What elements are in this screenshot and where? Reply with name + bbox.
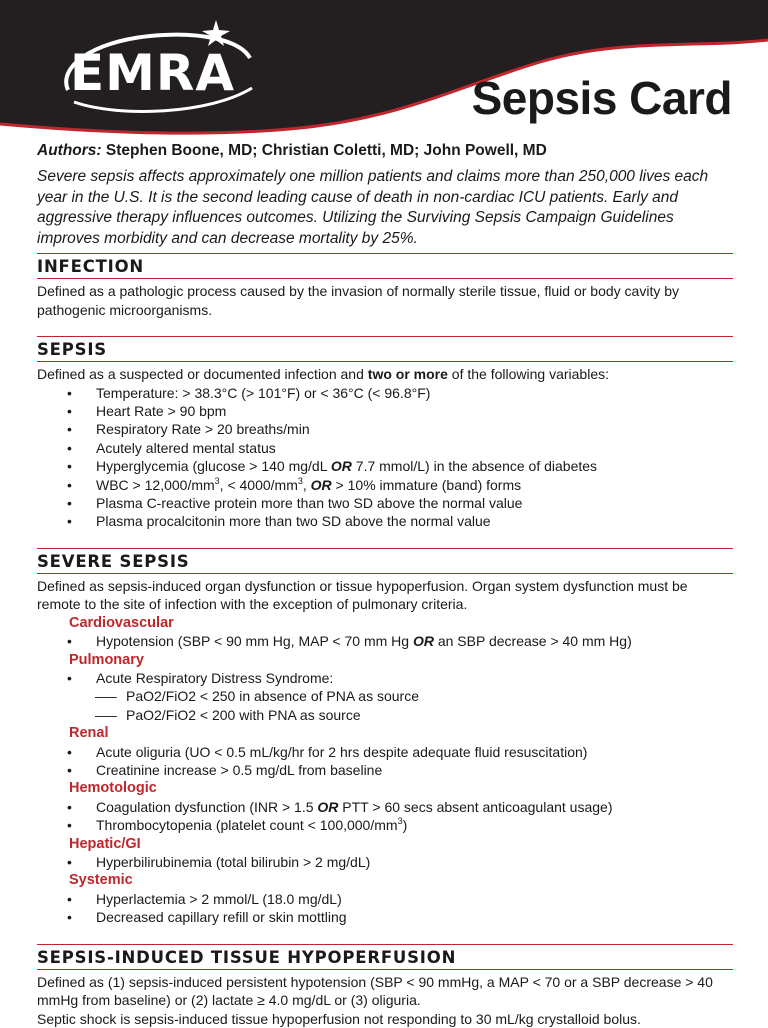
sepsis-def-emphasis: two or more: [367, 366, 448, 382]
logo-wordmark: EMRA: [70, 44, 236, 102]
emra-logo: [60, 18, 260, 118]
list-item: • Temperature: > 38.3°C (> 101°F) or < 36°C (< 96.8°F): [67, 384, 431, 401]
hypoperfusion-heading: SEPSIS-INDUCED TISSUE HYPOPERFUSION: [37, 944, 733, 970]
systemic-list: [37, 890, 733, 927]
sepsis-def-text: Defined as a suspected or documented infection and: [37, 366, 368, 382]
severe-sepsis-section: [37, 548, 733, 927]
sepsis-criteria-list: [37, 384, 733, 531]
hypoperfusion-definition: Defined as (1) sepsis-induced persistent hypotension (SBP < 90 mmHg, a MAP < 70 or a SBP decrease > 40 mmHg from baseline) or (2) lactate ≥ 4.0 mg/dL or (3) oliguria.: [37, 973, 713, 1009]
list-item: • Thrombocytopenia (platelet count < $100,000/mm^3$): [67, 816, 408, 834]
list-item: • Respiratory Rate > 20 breaths/min: [67, 421, 310, 438]
sepsis-heading: SEPSIS: [37, 336, 733, 362]
header-banner: [0, 0, 768, 150]
list-item: • Decreased capillary refill or skin mottling: [67, 909, 347, 926]
sepsis-def-text-end: of the following variables:: [447, 366, 609, 382]
subhead-hepatic-gi: Hepatic/GI: [69, 835, 141, 852]
renal-list: [37, 743, 733, 780]
hepatic-list: [37, 853, 733, 871]
list-item: • Hypotension (SBP < 90 mm Hg, MAP < 70 mm Hg OR an SBP decrease > 40 mm Hg): [67, 633, 632, 650]
authors-names: Stephen Boone, MD; Christian Coletti, MD; John Powell, MD: [105, 142, 547, 159]
list-item: • Creatinine increase > 0.5 mg/dL from baseline: [67, 762, 383, 778]
list-item: • Heart Rate > 90 bpm: [67, 402, 227, 419]
authors-label: Authors:: [37, 142, 102, 159]
infection-definition: Defined as a pathologic process caused by the invasion of normally sterile tissue, fluid or body cavity by pathogenic microorganisms.: [37, 283, 680, 318]
authors-line: [37, 141, 733, 161]
hemotologic-list: [37, 798, 733, 835]
pulmonary-list: [37, 669, 733, 687]
infection-heading: INFECTION: [37, 253, 733, 279]
card-content: [37, 141, 733, 1028]
list-item: • Acutely altered mental status: [67, 439, 276, 456]
hypoperfusion-section: [37, 944, 733, 1028]
septic-shock-definition: Septic shock is sepsis-induced tissue hypoperfusion not responding to 30 mL/kg crystalloid bolus.: [37, 1010, 641, 1027]
severe-sepsis-heading: SEVERE SEPSIS: [37, 548, 733, 574]
list-item: • WBC > $12,000/mm^3$, < $4000/mm^3$, OR > 10% immature (band) forms: [67, 475, 522, 493]
sepsis-section: [37, 336, 733, 531]
subhead-renal: Renal: [69, 725, 109, 742]
subhead-systemic: Systemic: [69, 872, 133, 889]
intro-paragraph: Severe sepsis affects approximately one million patients and claims more than 250,000 lives each year in the U.S. It is the second leading cause of death in non-cardiac ICU patients. Early and aggressive therapy influences outcomes. Utilizing the Surviving Sepsis Campaign Guidelines improves morbidity and can decrease mortality by 25%.: [37, 168, 709, 247]
infection-section: [37, 253, 733, 319]
list-item: • Hyperglycemia (glucose > 140 mg/dL OR 7.7 mmol/L) in the absence of diabetes: [67, 458, 598, 475]
cardiovascular-list: [37, 632, 733, 650]
list-item: • Acute Respiratory Distress Syndrome:: [67, 669, 334, 686]
sepsis-definition: [37, 365, 733, 384]
subhead-hemotologic: Hemotologic: [69, 780, 157, 797]
pulmonary-sublist: [37, 687, 733, 724]
subhead-pulmonary: Pulmonary: [69, 651, 144, 668]
list-item: • Plasma C-reactive protein more than two SD above the normal value: [67, 494, 523, 511]
list-item: • Acute oliguria (UO < 0.5 mL/kg/hr for 2 hrs despite adequate fluid resuscitation): [67, 743, 588, 760]
subhead-cardiovascular: Cardiovascular: [69, 614, 174, 631]
page-title: Sepsis Card: [471, 72, 732, 124]
list-item: • Plasma procalcitonin more than two SD above the normal value: [67, 513, 491, 530]
severe-sepsis-definition: Defined as sepsis-induced organ dysfunction or tissue hypoperfusion. Organ system dysfunction must be remote to the site of infection with the exception of pulmonary criteria.: [37, 577, 688, 613]
list-item: —– PaO2/FiO2 < 200 with PNA as source: [95, 706, 361, 723]
list-item: • Coagulation dysfunction (INR > 1.5 OR PTT > 60 secs absent anticoagulant usage): [67, 798, 613, 815]
list-item: —– PaO2/FiO2 < 250 in absence of PNA as source: [95, 688, 420, 705]
list-item: • Hyperlactemia > 2 mmol/L (18.0 mg/dL): [67, 890, 342, 907]
list-item: • Hyperbilirubinemia (total bilirubin > 2 mg/dL): [67, 854, 371, 871]
